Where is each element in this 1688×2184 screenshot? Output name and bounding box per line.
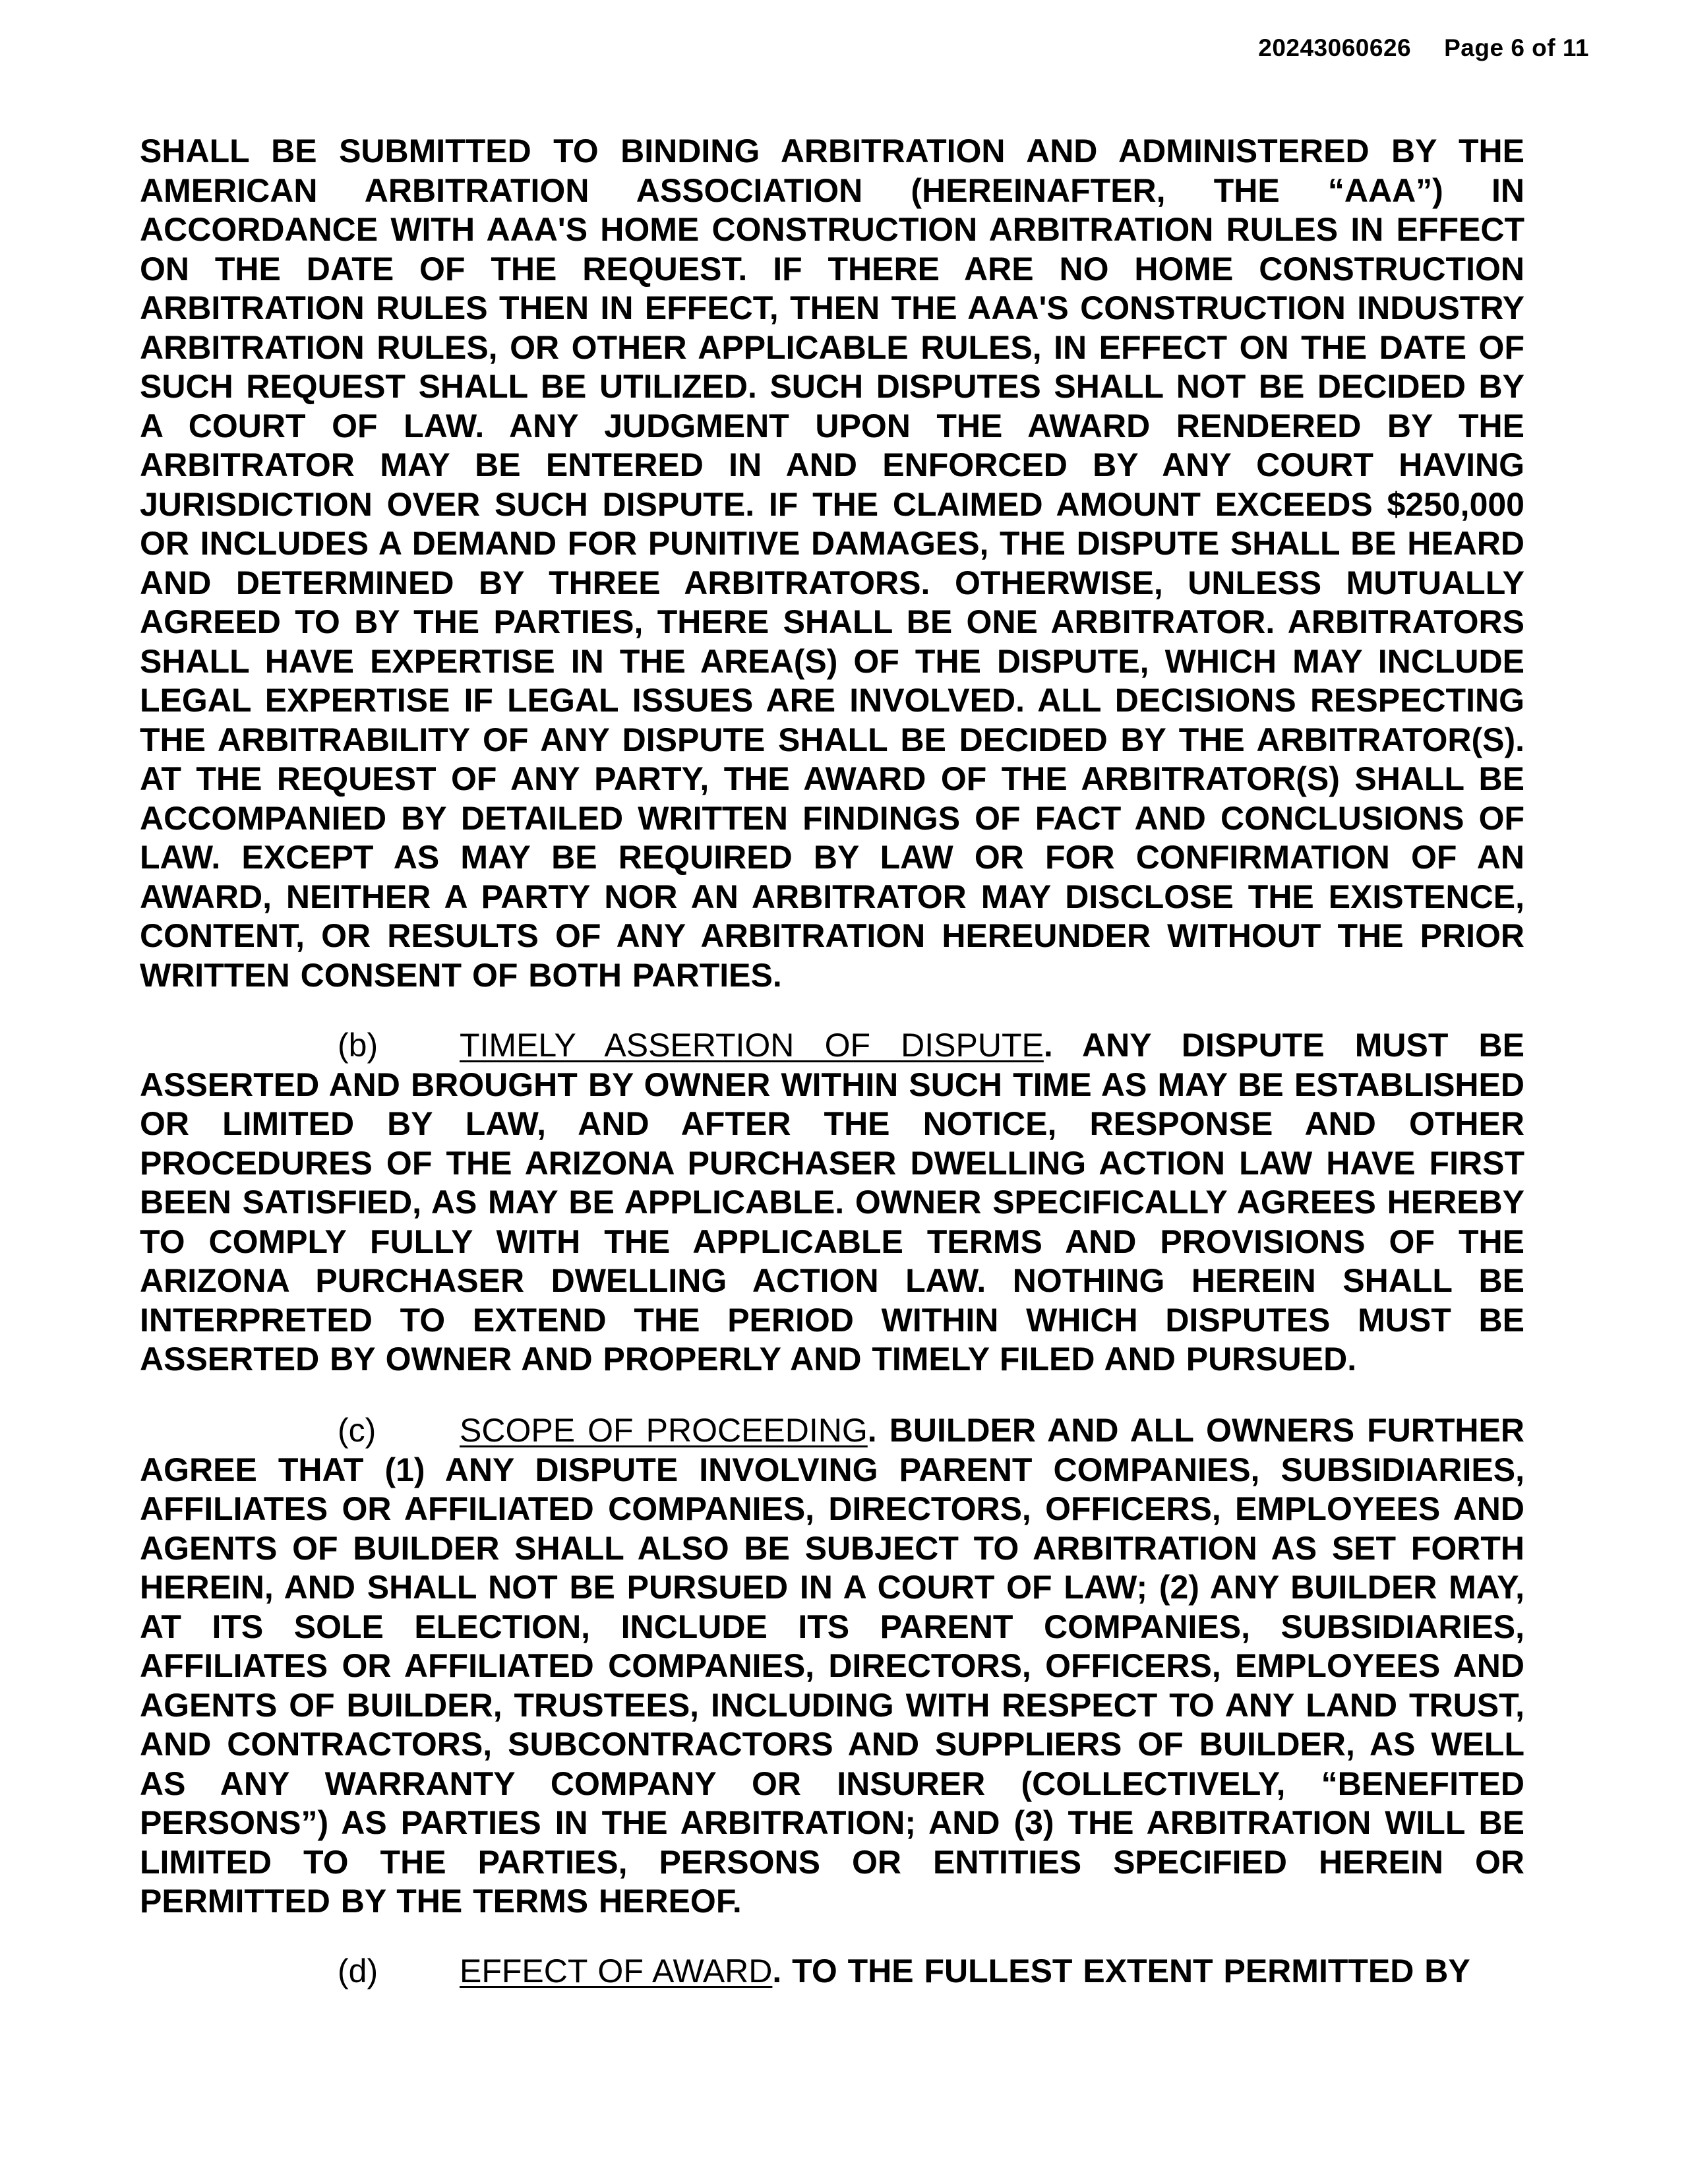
- page-header: [1258, 34, 1589, 62]
- subsection-label: (c): [338, 1412, 377, 1449]
- subsection-label: (b): [338, 1027, 378, 1064]
- subsection-heading: EFFECT OF AWARD: [460, 1953, 773, 1989]
- subsection-label: (d): [338, 1953, 378, 1989]
- subsection-heading: TIMELY ASSERTION OF DISPUTE: [460, 1027, 1044, 1064]
- paragraph-a-continuation: [140, 132, 1524, 995]
- paragraph-d-effect-of-award: [140, 1952, 1524, 1991]
- paragraph-text: . ANY DISPUTE MUST BE ASSERTED AND BROUGHT BY OWNER WITHIN SUCH TIME AS MAY BE ESTABLISHED OR LIMITED BY LAW, AND AFTER THE NOTICE, RESPONSE AND OTHER PROCEDURES OF THE ARIZONA PURCHASER DWELLING ACTION LAW HAVE FIRST BEEN SATISFIED, AS MAY BE APPLICABLE. OWNER SPECIFICALLY AGREES HEREBY TO COMPLY FULLY WITH THE APPLICABLE TERMS AND PROVISIONS OF THE ARIZONA PURCHASER DWELLING ACTION LAW. NOTHING HEREIN SHALL BE INTERPRETED TO EXTEND THE PERIOD WITHIN WHICH DISPUTES MUST BE ASSERTED BY OWNER AND PROPERLY AND TIMELY FILED AND PURSUED.: [140, 1027, 1524, 1378]
- subsection-heading: SCOPE OF PROCEEDING: [460, 1412, 868, 1449]
- paragraph-text: SHALL BE SUBMITTED TO BINDING ARBITRATION AND ADMINISTERED BY THE AMERICAN ARBITRATION ASSOCIATION (HEREINAFTER, THE “AAA”) IN ACCORDANCE WITH AAA'S HOME CONSTRUCTION ARBITRATION RULES IN EFFECT ON THE DATE OF THE REQUEST. IF THERE ARE NO HOME CONSTRUCTION ARBITRATION RULES THEN IN EFFECT, THEN THE AAA'S CONSTRUCTION INDUSTRY ARBITRATION RULES, OR OTHER APPLICABLE RULES, IN EFFECT ON THE DATE OF SUCH REQUEST SHALL BE UTILIZED. SUCH DISPUTES SHALL NOT BE DECIDED BY A COURT OF LAW. ANY JUDGMENT UPON THE AWARD RENDERED BY THE ARBITRATOR MAY BE ENTERED IN AND ENFORCED BY ANY COURT HAVING JURISDICTION OVER SUCH DISPUTE. IF THE CLAIMED AMOUNT EXCEEDS $250,000 OR INCLUDES A DEMAND FOR PUNITIVE DAMAGES, THE DISPUTE SHALL BE HEARD AND DETERMINED BY THREE ARBITRATORS. OTHERWISE, UNLESS MUTUALLY AGREED TO BY THE PARTIES, THERE SHALL BE ONE ARBITRATOR. ARBITRATORS SHALL HAVE EXPERTISE IN THE AREA(S) OF THE DISPUTE, WHICH MAY INCLUDE LEGAL EXPERTISE IF LEGAL ISSUES ARE INVOLVED. ALL DECISIONS RESPECTING THE ARBITRABILITY OF ANY DISPUTE SHALL BE DECIDED BY THE ARBITRATOR(S). AT THE REQUEST OF ANY PARTY, THE AWARD OF THE ARBITRATOR(S) SHALL BE ACCOMPANIED BY DETAILED WRITTEN FINDINGS OF FACT AND CONCLUSIONS OF LAW. EXCEPT AS MAY BE REQUIRED BY LAW OR FOR CONFIRMATION OF AN AWARD, NEITHER A PARTY NOR AN ARBITRATOR MAY DISCLOSE THE EXISTENCE, CONTENT, OR RESULTS OF ANY ARBITRATION HEREUNDER WITHOUT THE PRIOR WRITTEN CONSENT OF BOTH PARTIES.: [140, 133, 1524, 994]
- recording-number: 20243060626: [1258, 34, 1412, 61]
- page-indicator: Page 6 of 11: [1444, 34, 1589, 61]
- paragraph-b-timely-assertion: [140, 1026, 1524, 1380]
- paragraph-text: . TO THE FULLEST EXTENT PERMITTED BY: [772, 1953, 1470, 1989]
- paragraph-c-scope-of-proceeding: [140, 1411, 1524, 1922]
- paragraph-text: . BUILDER AND ALL OWNERS FURTHER AGREE THAT (1) ANY DISPUTE INVOLVING PARENT COMPANIES, SUBSIDIARIES, AFFILIATES OR AFFILIATED COMPANIES, DIRECTORS, OFFICERS, EMPLOYEES AND AGENTS OF BUILDER SHALL ALSO BE SUBJECT TO ARBITRATION AS SET FORTH HEREIN, AND SHALL NOT BE PURSUED IN A COURT OF LAW; (2) ANY BUILDER MAY, AT ITS SOLE ELECTION, INCLUDE ITS PARENT COMPANIES, SUBSIDIARIES, AFFILIATES OR AFFILIATED COMPANIES, DIRECTORS, OFFICERS, EMPLOYEES AND AGENTS OF BUILDER, TRUSTEES, INCLUDING WITH RESPECT TO ANY LAND TRUST, AND CONTRACTORS, SUBCONTRACTORS AND SUPPLIERS OF BUILDER, AS WELL AS ANY WARRANTY COMPANY OR INSURER (COLLECTIVELY, “BENEFITED PERSONS”) AS PARTIES IN THE ARBITRATION; AND (3) THE ARBITRATION WILL BE LIMITED TO THE PARTIES, PERSONS OR ENTITIES SPECIFIED HEREIN OR PERMITTED BY THE TERMS HEREOF.: [140, 1412, 1524, 1920]
